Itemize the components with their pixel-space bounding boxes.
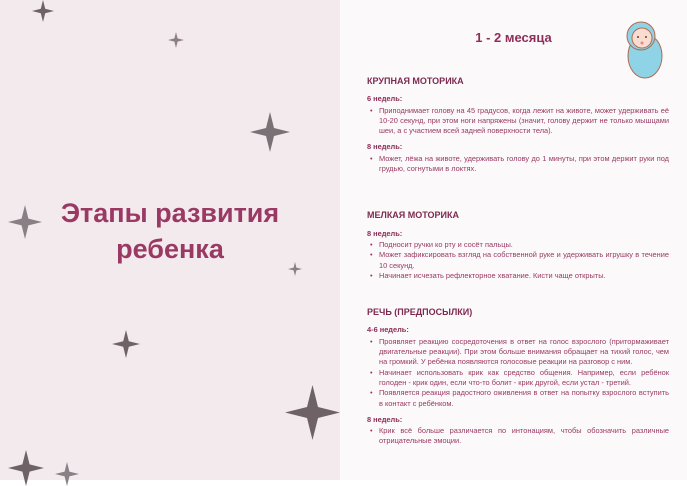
star-icon <box>112 330 140 358</box>
star-icon <box>168 32 184 48</box>
list-item: • Может зафиксировать взгляд на собственной руке и удерживать игрушку в течение 10 секунд. <box>367 250 669 271</box>
baby-illustration-icon <box>621 16 667 80</box>
list-item: • Начинает использовать крик как средство общения. Например, если ребёнок голоден - крик один, если что-то болит - крик другой, если устал - третий. <box>367 368 669 389</box>
section-title: МЕЛКАЯ МОТОРИКА <box>367 210 460 221</box>
star-icon <box>32 0 54 22</box>
cover-title-line: Этапы развития <box>60 198 280 228</box>
cover-title <box>0 195 340 267</box>
list-item: • Приподнимает голову на 45 градусов, когда лежит на животе, может удерживать её 10-20 секунд, при этом ноги напряжены (значит, голову держит не только мышцами шеи, а с участием всей задней поверхности тела). <box>367 106 669 137</box>
star-icon <box>55 462 79 486</box>
page-heading: 1 - 2 месяца <box>475 30 552 45</box>
age-label: 4-6 недель: <box>367 325 409 335</box>
star-icon <box>285 385 340 440</box>
list-item: • Начинает исчезать рефлекторное хватание. Кисти чаще открыты. <box>367 271 669 281</box>
list-item: • Крик всё больше различается по интонациям, чтобы обозначить различные отрицательные эмоции. <box>367 426 669 447</box>
age-label: 8 недель: <box>367 142 403 152</box>
content-page <box>340 0 687 480</box>
list-item: • Может, лёжа на животе, удерживать голову до 1 минуты, при этом держит руки под грудью, согнутыми в локтях. <box>367 154 669 175</box>
list-item: • Появляется реакция радостного оживления в ответ на попытку взрослого вступить в контакт с ребёнком. <box>367 388 669 409</box>
content-body <box>367 76 669 453</box>
list-item: • Подносит ручки ко рту и сосёт пальцы. <box>367 240 669 250</box>
star-icon <box>8 450 44 486</box>
age-label: 8 недель: <box>367 228 403 238</box>
age-label: 8 недель: <box>367 414 403 424</box>
section-title: РЕЧЬ (ПРЕДПОСЫЛКИ) <box>367 307 473 318</box>
cover-page <box>0 0 340 480</box>
star-icon <box>250 112 290 152</box>
cover-title-line: ребенка <box>116 234 224 264</box>
section-title: КРУПНАЯ МОТОРИКА <box>367 76 464 86</box>
list-item: • Проявляет реакцию сосредоточения в ответ на голос взрослого (притормаживает двигательные реакции). При этом больше внимания обращает на тихий голос, чем на громкий. У ребёнка появляются голосовые реакции на разговор с ним. <box>367 337 669 368</box>
age-label: 6 недель: <box>367 94 403 104</box>
